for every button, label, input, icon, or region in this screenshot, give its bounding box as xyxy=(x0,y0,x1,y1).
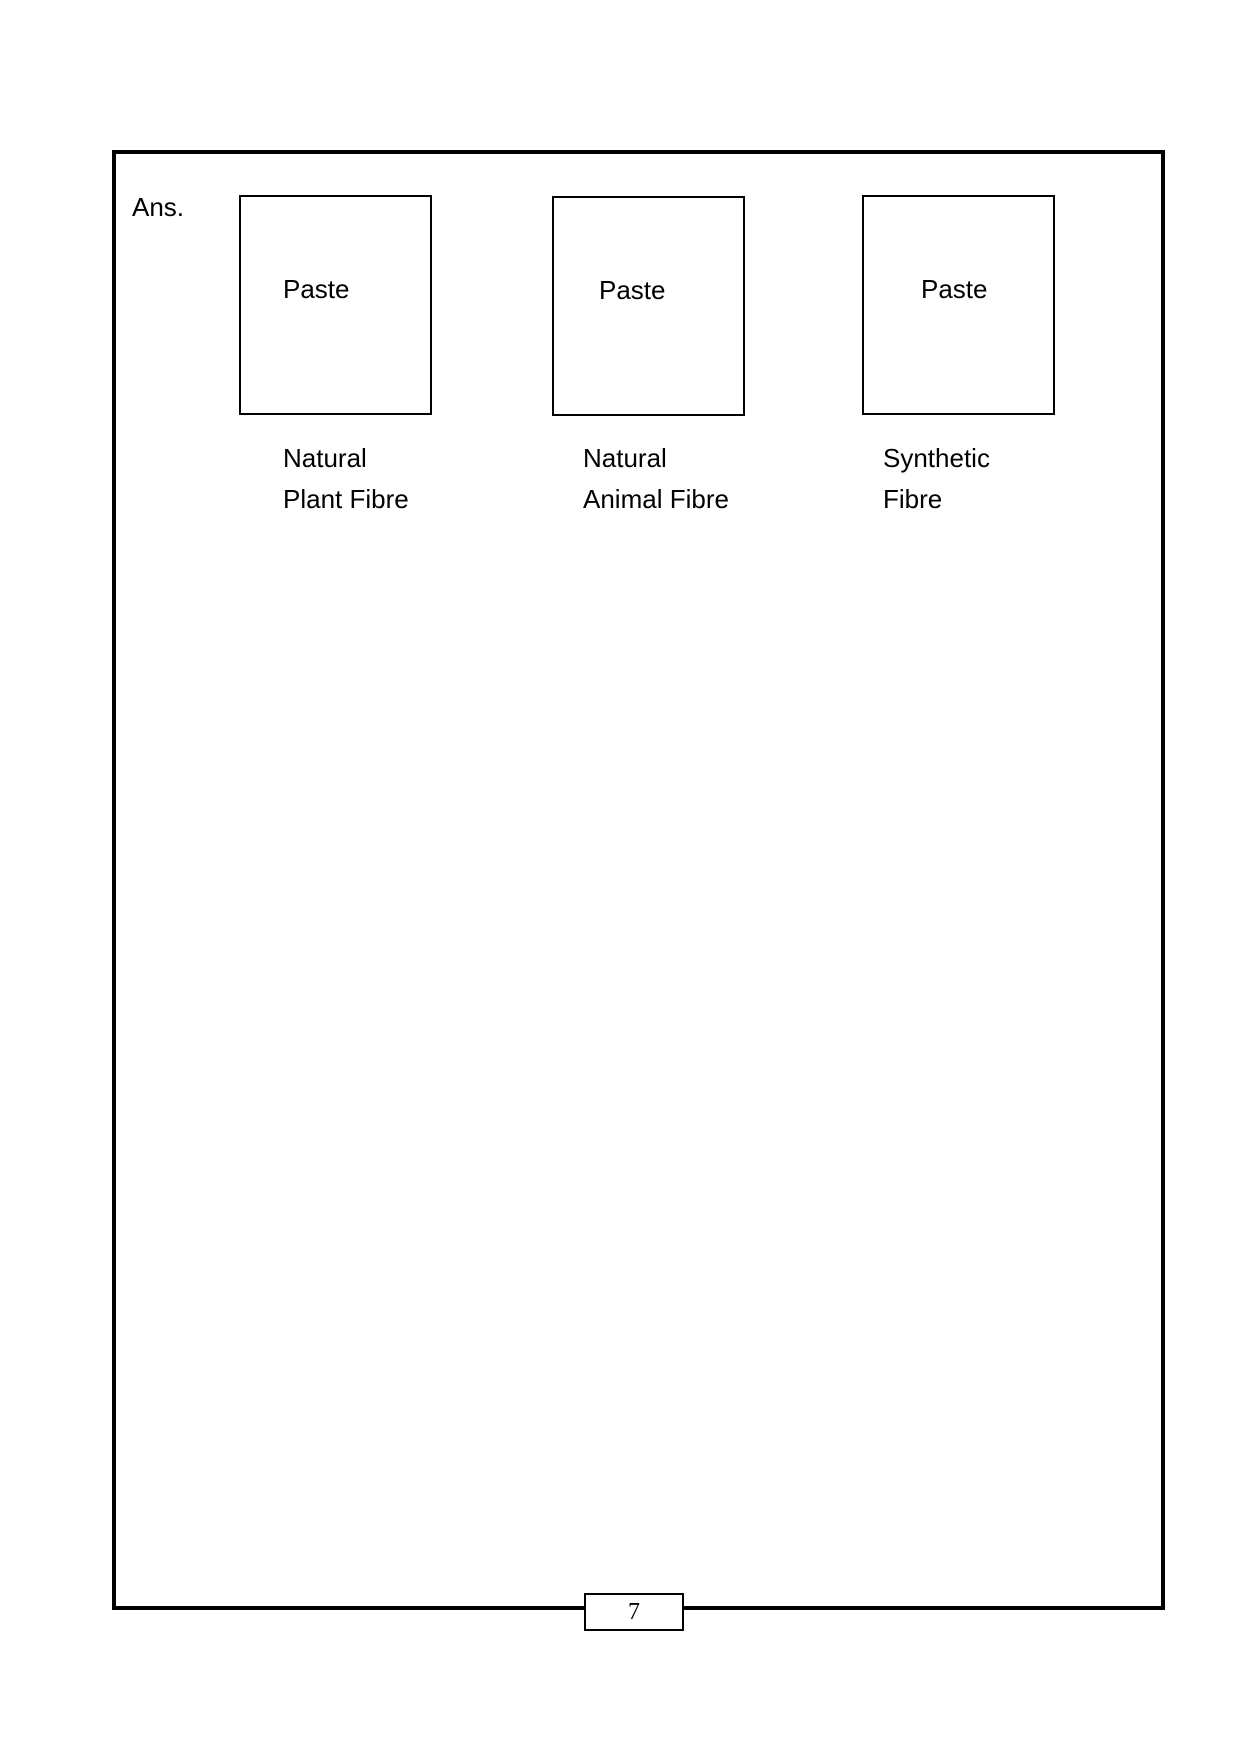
paste-placeholder: Paste xyxy=(599,275,666,305)
caption-line: Fibre xyxy=(883,484,943,514)
caption-line: Plant Fibre xyxy=(283,484,409,514)
caption-line: Natural xyxy=(583,443,667,473)
caption-line: Animal Fibre xyxy=(583,484,729,514)
caption-synthetic-fibre xyxy=(883,438,990,520)
paste-box-plant-fibre[interactable] xyxy=(239,195,432,415)
paste-box-animal-fibre[interactable] xyxy=(552,196,745,416)
answer-label: Ans. xyxy=(132,192,185,222)
paste-box-synthetic-fibre[interactable] xyxy=(862,195,1055,415)
page-number: 7 xyxy=(584,1593,684,1631)
caption-line: Natural xyxy=(283,443,367,473)
caption-plant-fibre xyxy=(283,438,409,520)
caption-line: Synthetic xyxy=(883,443,990,473)
paste-placeholder: Paste xyxy=(921,274,988,304)
paste-placeholder: Paste xyxy=(283,274,350,304)
caption-animal-fibre xyxy=(583,438,729,520)
